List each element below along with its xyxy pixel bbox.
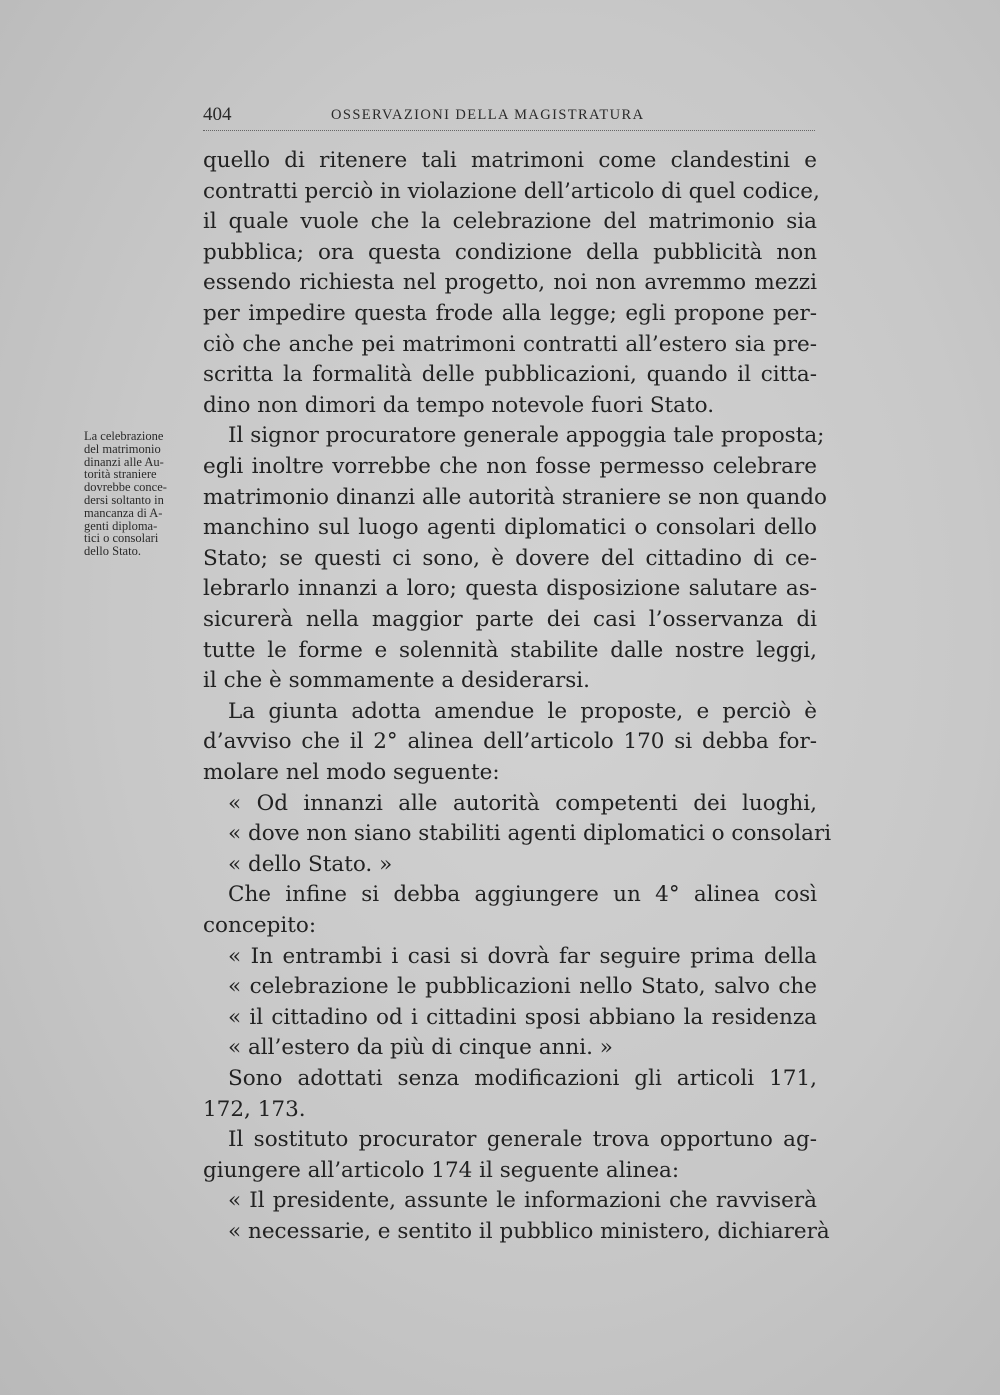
text-line: essendo richiesta nel progetto, noi non avremmo mezzi — [203, 270, 817, 296]
text-line: « necessarie, e sentito il pubblico ministero, dichiarerà — [228, 1219, 830, 1244]
text-line: per impedire questa frode alla legge; egli propone per- — [203, 301, 817, 326]
text-line: matrimonio dinanzi alle autorità straniere se non quando — [203, 484, 827, 510]
text-line: egli inoltre vorrebbe che non fosse permesso celebrare — [203, 454, 817, 479]
margin-note-line: dersi soltanto in — [84, 492, 164, 507]
text-line: Stato; se questi ci sono, è dovere del cittadino di ce- — [203, 545, 817, 571]
text-line: dino non dimori da tempo notevole fuori Stato. — [203, 392, 715, 418]
margin-note-line: genti diploma- — [84, 518, 158, 533]
text-line: sicurerà nella maggior parte dei casi l’osservanza di — [203, 607, 817, 632]
running-title: OSSERVAZIONI DELLA MAGISTRATURA — [331, 107, 645, 123]
text-line: d’avviso che il 2° alinea dell’articolo 170 si debba for- — [203, 729, 817, 755]
text-line: tutte le forme e solennità stabilite dalle nostre leggi, — [203, 637, 817, 663]
margin-note-line: tici o consolari — [84, 531, 159, 546]
text-line: il quale vuole che la celebrazione del matrimonio sia — [203, 209, 817, 235]
text-line: Sono adottati senza modificazioni gli articoli 171, — [228, 1066, 817, 1091]
margin-note — [84, 430, 193, 558]
margin-note-line: del matrimonio — [84, 441, 161, 456]
text-line: « dove non siano stabiliti agenti diplomatici o consolari — [228, 821, 832, 847]
page-header — [203, 104, 815, 131]
text-line: scritta la formalità delle pubblicazioni, quando il citta- — [203, 362, 817, 388]
margin-note-line: dinanzi alle Au- — [84, 454, 164, 469]
text-line: il che è sommamente a desiderarsi. — [203, 668, 590, 694]
page-number: 404 — [203, 104, 232, 125]
margin-note-line: torità straniere — [84, 467, 157, 482]
text-line: concepito: — [203, 913, 317, 938]
margin-note-line: dello Stato. — [84, 544, 141, 559]
text-line: Il sostituto procurator generale trova opportuno ag- — [228, 1127, 817, 1153]
text-line: ciò che anche pei matrimoni contratti all’estero sia pre- — [203, 331, 817, 357]
text-line: pubblica; ora questa condizione della pubblicità non — [203, 239, 817, 265]
text-line: quello di ritenere tali matrimoni come clandestini e — [203, 148, 817, 173]
margin-note-line: La celebrazione — [84, 429, 164, 443]
text-line: « dello Stato. » — [228, 851, 393, 877]
text-line: 172, 173. — [203, 1096, 306, 1122]
text-line: Che infine si debba aggiungere un 4° alinea così — [228, 882, 817, 908]
text-line: manchino sul luogo agenti diplomatici o consolari dello — [203, 515, 817, 541]
margin-note-line: dovrebbe conce- — [84, 480, 167, 495]
text-line: giungere all’articolo 174 il seguente alinea: — [203, 1157, 680, 1183]
text-line: « Od innanzi alle autorità competenti dei luoghi, — [228, 790, 817, 816]
text-line: La giunta adotta amendue le proposte, e perciò è — [228, 698, 817, 724]
margin-note-line: mancanza di A- — [84, 505, 163, 520]
text-line: Il signor procuratore generale appoggia tale proposta; — [228, 423, 825, 449]
text-line: contratti perciò in violazione dell’articolo di quel codice, — [203, 178, 820, 204]
text-line: « il cittadino od i cittadini sposi abbiano la residenza — [228, 1004, 817, 1030]
text-line: « In entrambi i casi si dovrà far seguire prima della — [228, 943, 817, 969]
text-line: « all’estero da più di cinque anni. » — [228, 1035, 613, 1061]
text-line: lebrarlo innanzi a loro; questa disposizione salutare as- — [203, 576, 817, 602]
text-line: « celebrazione le pubblicazioni nello Stato, salvo che — [228, 974, 817, 1000]
text-line: molare nel modo seguente: — [203, 760, 500, 785]
text-line: « Il presidente, assunte le informazioni che ravviserà — [228, 1188, 817, 1214]
